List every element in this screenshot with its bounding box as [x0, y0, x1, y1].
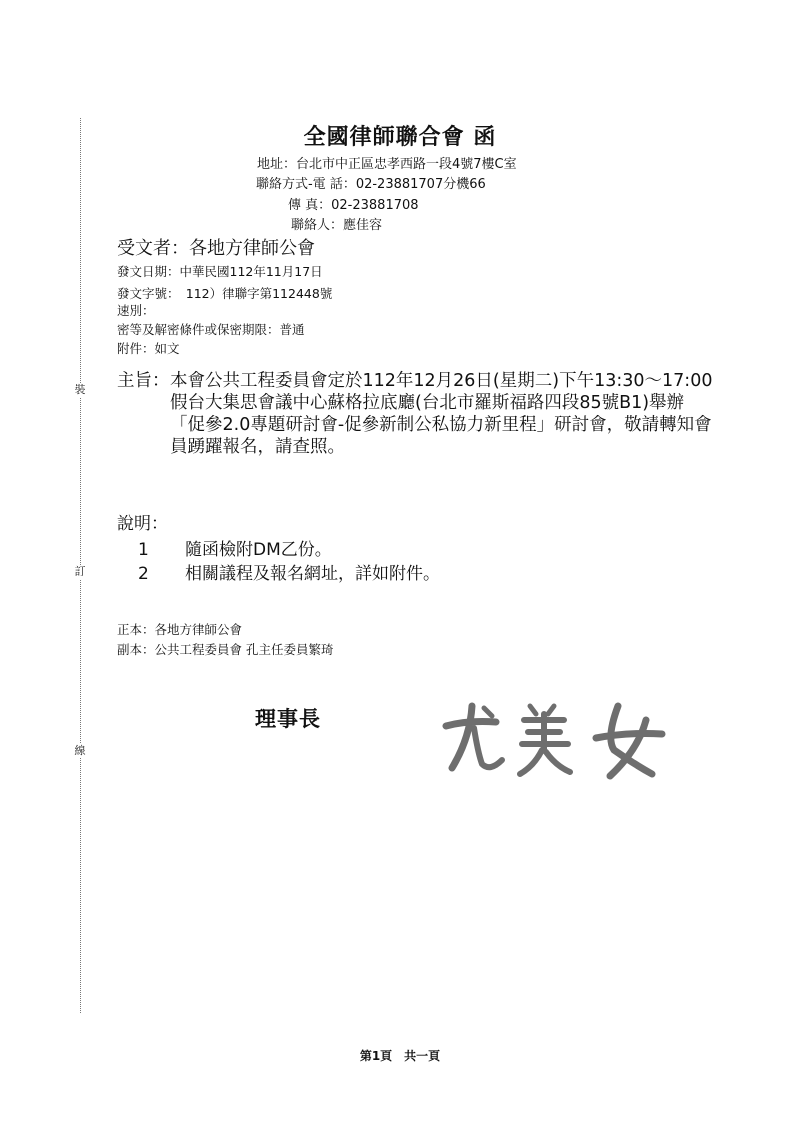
attachment-field: 附件：如文 — [117, 341, 180, 356]
recipient: 受文者：各地方律師公會 — [117, 238, 315, 259]
speed-field: 速別： — [117, 303, 155, 318]
address-line: 地址：台北市中正區忠孝西路一段4號7樓C室 — [257, 157, 517, 172]
subject-text — [170, 370, 717, 458]
explanation-item-number: 2 — [138, 564, 149, 584]
issue-date: 發文日期：中華民國112年11月17日 — [117, 264, 323, 279]
phone-line: 聯絡方式-電 話：02-23881707分機66 — [256, 177, 486, 192]
subject-label: 主旨： — [117, 371, 170, 391]
binding-mark-zhuang: 裝 — [72, 383, 88, 397]
page-footer: 第1頁 共一頁 — [359, 1049, 441, 1063]
classification-field: 密等及解密條件或保密期限：普通 — [117, 322, 305, 337]
fax-line: 傳 真：02-23881708 — [288, 198, 419, 213]
explanation-item-text: 相關議程及報名網址，詳如附件。 — [185, 564, 440, 584]
issue-number: 發文字號： 112）律聯字第112448號 — [117, 286, 333, 301]
copy-recipient: 副本：公共工程委員會 孔主任委員繁琦 — [117, 642, 334, 657]
contact-person-line: 聯絡人：應佳容 — [291, 218, 383, 233]
original-recipient: 正本：各地方律師公會 — [117, 622, 243, 637]
chairman-label: 理事長 — [255, 707, 321, 731]
explanation-label: 說明： — [117, 514, 168, 534]
explanation-item-text: 隨函檢附DM乙份。 — [185, 540, 332, 560]
document-title: 全國律師聯合會 函 — [303, 125, 497, 150]
chairman-signature-seal — [438, 698, 668, 788]
binding-mark-xian: 線 — [72, 744, 88, 758]
explanation-item-number: 1 — [138, 540, 149, 560]
subject-text-content: 本會公共工程委員會定於112年12月26日(星期二)下午13:30～17:00假台大集思會議中心蘇格拉底廳(台北市羅斯福路四段85號B1)舉辦「促參2.0專題研討會-促參新制公私協力新里程」研討會，敬請轉知會員踴躍報名，請查照。 — [170, 371, 713, 457]
subject-block — [117, 370, 717, 458]
binding-mark-ding: 訂 — [72, 565, 88, 579]
